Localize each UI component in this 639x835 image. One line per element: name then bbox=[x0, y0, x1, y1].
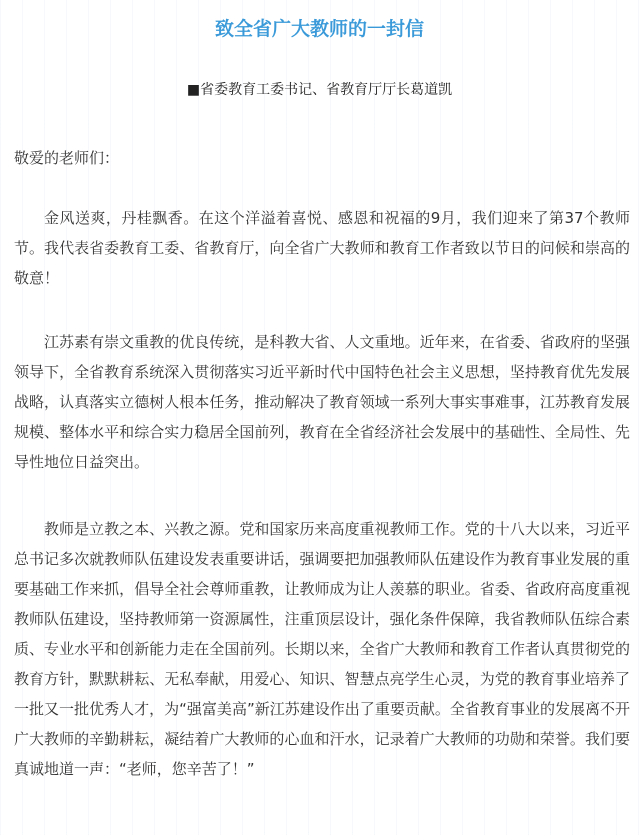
letter-title: 致全省广大教师的一封信 bbox=[214, 18, 424, 40]
paragraph-3: 教师是立教之本、兴教之源。党和国家历来高度重视教师工作。党的十八大以来，习近平总书记多次就教师队伍建设发表重要讲话，强调要把加强教师队伍建设作为教育事业发展的重要基础工作来抓，倡导全社会尊师重教，让教师成为让人羡慕的职业。省委、省政府高度重视教师队伍建设，坚持教师第一资源属性，注重顶层设计，强化条件保障，我省教师队伍综合素质、专业水平和创新能力走在全国前列。长期以来，全省广大教师和教育工作者认真贯彻党的教育方针，默默耕耘、无私奉献，用爱心、知识、智慧点亮学生心灵，为党的教育事业培养了一批又一批优秀人才，为“强富美高”新江苏建设作出了重要贡献。全省教育事业的发展离不开广大教师的辛勤耕耘，凝结着广大教师的心血和汗水，记录着广大教师的功勋和荣誉。我们要真诚地道一声：“老师，您辛苦了！” bbox=[14, 520, 630, 778]
paragraph-1: 金风送爽，丹桂飘香。在这个洋溢着喜悦、感恩和祝福的9月，我们迎来了第37个教师节。我代表省委教育工委、省教育厅，向全省广大教师和教育工作者致以节日的问候和崇高的敬意！ bbox=[14, 209, 630, 287]
author-byline: ■省委教育工委书记、省教育厅厅长葛道凯 bbox=[186, 82, 453, 98]
letter-greeting: 敬爱的老师们： bbox=[14, 149, 120, 167]
paragraph-2: 江苏素有崇文重教的优良传统，是科教大省、人文重地。近年来，在省委、省政府的坚强领导下，全省教育系统深入贯彻落实习近平新时代中国特色社会主义思想，坚持教育优先发展战略，认真落实立德树人根本任务，推动解决了教育领域一系列大事实事难事，江苏教育发展规模、整体水平和综合实力稳居全国前列，教育在全省经济社会发展中的基础性、全局性、先导性地位日益突出。 bbox=[14, 333, 630, 471]
